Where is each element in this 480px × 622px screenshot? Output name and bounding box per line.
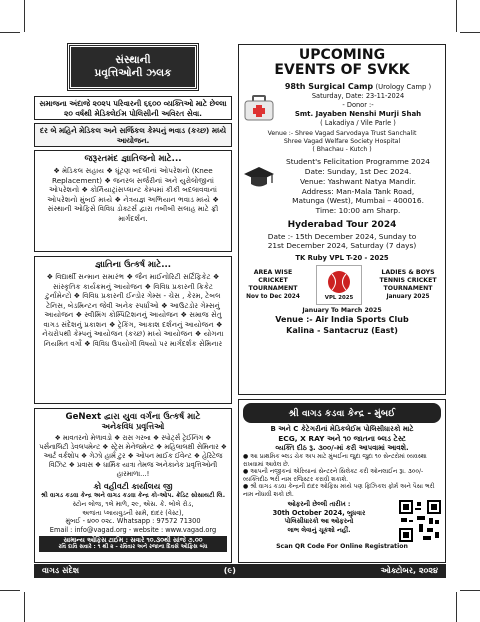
cricket-ball-icon (326, 269, 352, 295)
header-line-2: પ્રવૃત્તિઓની ઝલક (94, 67, 172, 79)
surgical-camp-sub: (Urology Camp ) (375, 82, 432, 91)
community-body: ❖ વિદ્યાર્થી સન્માન સમારંભ ❖ જૈન માઈનોરિટી સર્ટિફિકેટ ❖ સાંસ્કૃતિક કાર્યક્રમનું આયોજન ❖ વિવિધ પ્રકારની ક્રિકેટ ટુર્નામેન્ટો ❖ વિવિધ પ્રકારની ઈન્ડોર ગેમ્સ - ચેસ , કેરમ, ટેબલ ટેનિસ, બેડમિન્ટન જેવી અનેક સ્પર્ધાઓ ❖ આઉટડોર ગેમ્સનું આયોજન ❖ સ્વીમિંગ કોમ્પિટિશનનું આયોજન ❖ સમાજ સેતુ વાગડ સંદેશનું પ્રકાશન ❖ ટ્રેકિંગ, આકાશ દર્શનનું આયોજન ❖ નેચરોપથી કેમ્પનું આયોજન (કચ્છ) મધ્યે આયોજન ❖ યોગના નિયમિત વર્ગો ❖ વિવિધ ઉપયોગી વિષયો પર માર્ગદર્શક સેમિનાર (42, 272, 224, 348)
kendra-bullet-1: ● આ પ્રાથમિક બ્લડ ચેક અપ માટે મુંબઈના જુદા જુદા ૧૦ સેન્ટરોમાં વ્યવસ્થા રાખવામાં આવેલ છે. (243, 453, 427, 468)
community-box (34, 256, 232, 404)
tk-march: January To March 2025 (302, 307, 382, 315)
newsletter-page (34, 44, 446, 580)
donor-place: ( Lakadiya / Vile Parle ) (320, 118, 396, 127)
intro-text: સમાજના અંદાજે ૨૦૨૫ પરિવારની ૬૬૦૦ વ્યક્તિઓ માટે છેલ્લા ૨૦ વર્ષથી મેડિક્લેઈમ પોલિસીની અવિરત સેવા. (39, 99, 227, 118)
first-aid-kit-icon (243, 94, 275, 122)
tour-date-2: 21st December 2024, Saturday (7 days) (267, 241, 417, 251)
footer-issue-date: ઓક્ટોબર, ૨૦૨૪ (380, 566, 438, 575)
header-line-1: સંસ્થાની (115, 53, 151, 66)
footer-publication: વાગડ સંદેશ (42, 566, 80, 575)
genext-title: GeNext દ્વારા યુવા વર્ગના ઉત્કર્ષ માટે (65, 412, 201, 422)
graduation-cap-icon (243, 163, 275, 191)
cricket-venue-1: Venue :- Air India Sports Club (275, 315, 409, 325)
crop-mark (24, 0, 25, 32)
surgical-venue-1: Venue :- Shree Vagad Sarvodaya Trust Sanchalit (267, 129, 417, 137)
crop-mark (0, 590, 20, 591)
office-email: Email : info@vagad.org - website : www.vagad.org (49, 526, 217, 535)
ladies-line-4: January 2025 (386, 293, 430, 300)
kendra-line-2: ECG, X RAY અને ૧૦ જાતના બ્લડ ટેસ્ટ (278, 434, 406, 444)
kendra-bullet-2: ● આપની નજીકનાં એરિયાનાં સેન્ટરને સિલેક્ટ કરી ઓનલાઈન રૂા. ૩૦૦/- વ્યક્તિદીઠ ભરી નામ રજિસ્ટર કરાવી શકાશે. (243, 468, 424, 483)
deadline-date: 30th October 2024, બુધવાર (272, 508, 366, 517)
qr-code-icon[interactable] (399, 500, 441, 542)
ladies-tournament (375, 269, 441, 301)
genext-subtitle: અનેકવિધ પ્રવૃત્તિઓ (101, 422, 165, 431)
office-name: શ્રી વાગડ કડવા કેન્દ્ર અને વાગડ કડવા કેન્દ્ર કો-ઓપ. ક્રેડિટ સોસાયટી લિ. (40, 491, 226, 499)
events-column (238, 44, 446, 563)
felicitation-time: Time: 10:00 am Sharp. (315, 206, 401, 216)
deadline-label: ઓફરની છેલ્લી તારીખ : (287, 500, 351, 509)
deadline-note-1: પોલિસીધારકો આ ઓફરનો (284, 517, 354, 526)
activities-column (34, 44, 232, 563)
crop-mark (456, 592, 457, 622)
footer-page-number: (૯) (223, 566, 236, 575)
intro-box (34, 96, 232, 120)
events-title-1: UPCOMING (298, 47, 386, 63)
needy-body: ❖ મેડિકલ સહાય ❖ ઘૂંટણ બદલીનાં ઓપરેશનો (Knee Replacement) ❖ જનરલ સર્જરીનાં અને યુરોલોજીનાં ઓપરેશનો ❖ કોર્નિયાટ્રાંસપ્લાન્ટ કેમ્પમાં કીકી બદલાવવાનાં ઓપરેશનો મુંબઈ મધ્યે ❖ નેત્રયજ્ઞ અભિયાન ભવાડ મધ્યે ❖ સંસ્થાની ઓફિસે વિવિધ ડોક્ટર્સ દ્વારા તબીબી સલાહ માટે ફ્રી માર્ગદર્શન. (47, 166, 219, 223)
tk-ruby-title: TK Ruby VPL T-20 - 2025 (295, 254, 389, 263)
qr-caption: Scan QR Code For Online Registration (276, 543, 408, 551)
crop-mark (0, 32, 20, 33)
area-line-1: AREA WISE (253, 269, 293, 277)
events-title-2: EVENTS OF SVKK (274, 62, 410, 79)
crop-mark (456, 0, 457, 32)
felicitation-date: Date: Sunday, 1st Dec 2024. (304, 167, 412, 176)
camp-text: દર બે મહિને મેડિકલ અને સર્જિકલ કેમ્પનું ભવાડ (કચ્છ) મધ્યે આયોજન. (39, 126, 227, 145)
surgical-camp-date: Saturday, Date: 23-11-2024 (311, 92, 405, 101)
genext-body: ❖ માવતરનો મેળાવડો ❖ રાસ ગરબા ❖ સ્પોર્ટ્સ ટ્રેઈનિંગ ❖ પર્સનાલિટી ડેવલપમેન્ટ ❖ સ્ટ્રેસ મેનેજમેન્ટ ❖ મહિલાલક્ષી સેમિનાર ❖ આર્ટ વર્કશોપ ❖ ગેઝો હાર્મ ટુર ❖ ઓપન માઈક ઈવેન્ટ ❖ હેરિટેજ વિઝિટ ❖ પ્રવાસ ❖ ધાર્મિક યાત્રા તેમજ અનેકાનેક પ્રવૃત્તિઓની હારમાળા...! (39, 434, 227, 478)
office-hours-2: રવિ દાવિ સવારે : ૧ થી ૨ - રવિવાર અને રજાના દિવસે ઓફિસ બંધ (39, 544, 227, 551)
kendra-box (238, 399, 446, 563)
kendra-line-1: B અને C કેટેગરીનાં મેડિકલેઈમ પોલિસીધારકો માટે (270, 425, 414, 433)
vpl-logo (316, 265, 362, 305)
needy-box (34, 150, 232, 252)
felicitation-section (243, 157, 441, 216)
deadline-section (243, 500, 441, 542)
area-line-4: Nov to Dec 2024 (246, 293, 300, 300)
surgical-venue-2: Shree Vagad Welfare Society Hospital (283, 137, 401, 145)
community-title: જ્ઞાતિના ઉત્કર્ષ માટે... (94, 260, 172, 270)
vpl-label: VPL 2025 (324, 295, 354, 302)
upcoming-events-box (238, 44, 446, 395)
camp-box (34, 123, 232, 147)
office-address-3: મુંબઈ - ૪૦૦ ૦૨૮. Whatsapp : 97572 71300 (65, 517, 201, 526)
felicitation-venue: Venue: Yashwant Natya Mandir. (299, 176, 417, 186)
footer-bar (34, 564, 446, 578)
tour-title: Hyderabad Tour 2024 (287, 219, 397, 230)
crop-mark (460, 590, 480, 591)
area-wise-tournament (243, 269, 303, 301)
cricket-venue-2: Kalina - Santacruz (East) (286, 325, 398, 335)
felicitation-city: Matunga (West), Mumbai – 400016. (292, 196, 424, 206)
kendra-bullet-3: ● શ્રી વાગડ કડવા કેન્દ્રની દાદર ઓફિસ મધ્યે પણ ફિઝિકલ ફોર્મ અને પૈસા ભરી નામ નોંધાવી શકો છો. (243, 483, 435, 498)
kendra-line-3: વ્યક્તિ દીઠ રૂ. ૩૦૦/-માં કરી આપવામાં આવશે. (275, 444, 409, 452)
donor-name: Smt. Jayaben Nenshi Murji Shah (294, 109, 422, 118)
activities-header (68, 44, 198, 90)
crop-mark (24, 592, 25, 622)
tour-date-1: Date :- 15th December 2024, Sunday to (267, 231, 417, 241)
deadline-note-2: લાભ લેવાનું ચૂકશો નહીં. (287, 525, 351, 534)
office-address-2: અજંતા પ્લાયવુડની સામે, દાદર (વેસ્ટ), (82, 508, 184, 517)
office-hours-1: સામાન્ય ઓફિસ ટાઈમ : સવારે ૧૦.૩૦થી સાંજે ૭.૦૦ (39, 536, 227, 544)
genext-box (34, 408, 232, 563)
donor-label: - Donor :- (342, 101, 374, 110)
kendra-title: શ્રી વાગડ કડવા કેન્દ્ર - મુંબઈ (243, 403, 441, 423)
office-title: કો વહીવટી કાર્યાલય જી (93, 481, 173, 491)
cricket-section (243, 265, 441, 305)
felicitation-title: Student's Felicitation Programme 2024 (286, 157, 430, 167)
surgical-camp-title: 98th Surgical Camp (284, 81, 374, 91)
ladies-line-3: TOURNAMENT (383, 285, 433, 293)
area-line-3: TOURNAMENT (248, 285, 298, 293)
felicitation-address: Address: Man-Mala Tank Road, (301, 186, 415, 196)
area-line-2: CRICKET (258, 277, 288, 285)
ladies-line-2: TENNIS CRICKET (379, 277, 437, 285)
ladies-line-1: LADIES & BOYS (381, 269, 435, 277)
surgical-venue-3: ( Bhachau - Kutch ) (312, 146, 372, 154)
crop-mark (460, 32, 480, 33)
office-address-1: સ્ટોન લોજ, ૧લે માળે, ૨૯, એસ. કે. બોલે રોડ, (72, 500, 194, 509)
surgical-camp-section (243, 82, 441, 128)
needy-title: જરૂરતમંદ જ્ઞાતિજનો માટે... (84, 154, 182, 164)
